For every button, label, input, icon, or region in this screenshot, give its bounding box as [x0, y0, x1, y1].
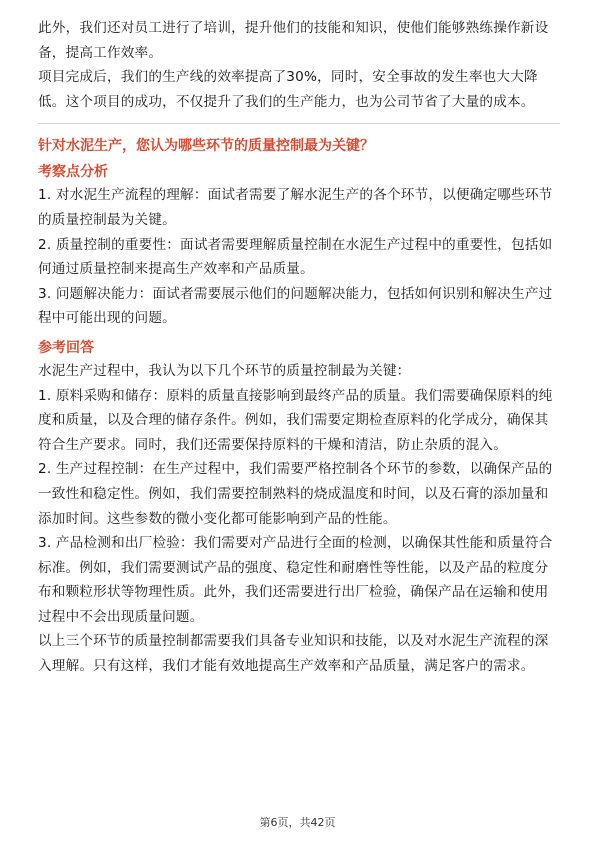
- page-number: 第6页，共42页: [259, 816, 336, 829]
- answer-paragraph-1: 水泥生产过程中，我认为以下几个环节的质量控制最为关键：: [38, 362, 411, 379]
- intro-paragraph-1: 此外，我们还对员工进行了培训，提升他们的技能和知识，使他们能够熟练操作新设备，提高工作效率。: [38, 20, 549, 61]
- analysis-item-2: 2. 质量控制的重要性：面试者需要理解质量控制在水泥生产过程中的重要性，包括如何通过质量控制来提高生产效率和产品质量。: [38, 236, 553, 278]
- intro-paragraph-2: 项目完成后，我们的生产线的效率提高了30%，同时，安全事故的发生率也大大降低。这个项目的成功，不仅提升了我们的生产能力，也为公司节省了大量的成本。: [38, 69, 538, 110]
- question-title: 针对水泥生产，您认为哪些环节的质量控制最为关键？: [38, 138, 374, 155]
- answer-paragraph-5: 以上三个环节的质量控制都需要我们具备专业知识和技能，以及对水泥生产流程的深入理解。只有这样，我们才能有效地提高生产效率和产品质量，满足客户的需求。: [38, 633, 549, 675]
- section-divider: [38, 123, 560, 124]
- answer-heading: 参考回答: [38, 339, 94, 356]
- analysis-item-1: 1. 对水泥生产流程的理解：面试者需要了解水泥生产的各个环节，以便确定哪些环节的质量控制最为关键。: [38, 187, 553, 228]
- answer-paragraph-2: 1. 原料采购和储存：原料的质量直接影响到最终产品的质量。我们需要确保原料的纯度和质量，以及合理的储存条件。例如，我们需要定期检查原料的化学成分，确保其符合生产要求。同时，我们还需要保持原料的干燥和清洁，防止杂质的混入。: [38, 387, 553, 453]
- answer-paragraph-4: 3. 产品检测和出厂检验：我们需要对产品进行全面的检测，以确保其性能和质量符合标准。例如，我们需要测试产品的强度、稳定性和耐磨性等性能，以及产品的粒度分布和颗粒形状等物理性质。此外，我们还需要进行出厂检验，确保产品在运输和使用过程中不会出现质量问题。: [38, 535, 553, 625]
- answer-paragraph-3: 2. 生产过程控制：在生产过程中，我们需要严格控制各个环节的参数，以确保产品的一致性和稳定性。例如，我们需要控制熟料的烧成温度和时间，以及石膏的添加量和添加时间。这些参数的微小变化都可能影响到产品的性能。: [38, 461, 553, 527]
- analysis-heading: 考察点分析: [38, 164, 108, 181]
- page-content: [38, 16, 560, 679]
- analysis-item-3: 3. 问题解决能力：面试者需要展示他们的问题解决能力，包括如何识别和解决生产过程中可能出现的问题。: [38, 285, 553, 327]
